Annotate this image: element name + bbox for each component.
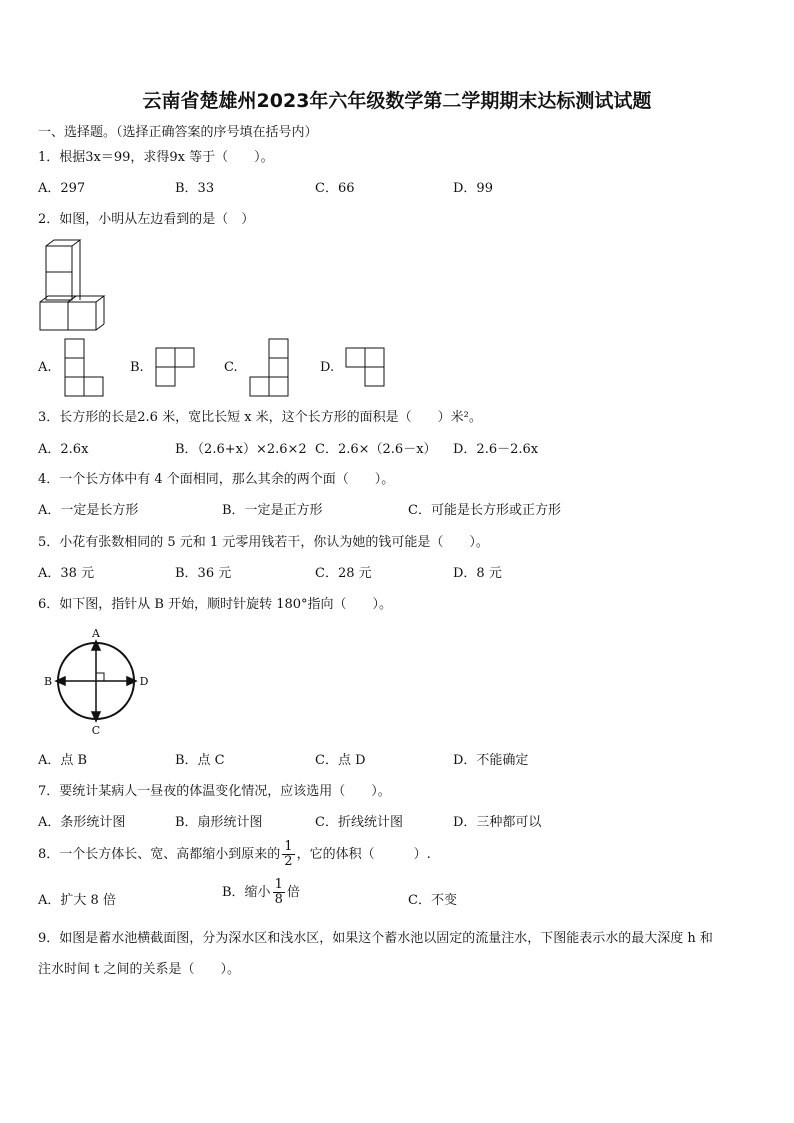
compass-label-right: D [139, 675, 149, 688]
q1-option-b[interactable]: B．33 [175, 181, 215, 196]
q8-text-after: ，它的体积（ ）. [296, 847, 431, 862]
q2-option-d[interactable]: D. [320, 360, 335, 375]
q8-text-before: 8．一个长方体长、宽、高都缩小到原来的 [38, 847, 281, 862]
q3-option-c[interactable]: C．2.6×（2.6－x） [315, 442, 437, 457]
q2-option-b-view [155, 347, 197, 389]
q4-option-c[interactable]: C．可能是长方形或正方形 [408, 503, 561, 518]
q4-option-b[interactable]: B．一定是正方形 [222, 503, 323, 518]
q6-option-d[interactable]: D．不能确定 [453, 753, 529, 768]
q2-option-c-view [249, 338, 291, 398]
q8-option-c[interactable]: C．不变 [408, 893, 457, 908]
q2-option-d-view [345, 347, 387, 389]
q8-fraction-denominator: 2 [284, 854, 293, 869]
q3-option-b[interactable]: B．（2.6+x）×2.6×2 [175, 442, 307, 457]
q5-option-a[interactable]: A．38 元 [38, 566, 95, 581]
cube-stack-figure [38, 238, 110, 334]
q5-option-d[interactable]: D．8 元 [453, 566, 502, 581]
q7-option-c[interactable]: C．折线统计图 [315, 815, 403, 830]
q1-option-c[interactable]: C．66 [315, 181, 355, 196]
q2-option-a-view [64, 338, 104, 398]
q8-option-b-before: B．缩小 [222, 885, 271, 900]
q7-option-b[interactable]: B．扇形统计图 [175, 815, 263, 830]
q6-option-a[interactable]: A．点 B [38, 753, 88, 768]
q8-fraction [282, 840, 294, 869]
q4-option-a[interactable]: A．一定是长方形 [38, 503, 139, 518]
question-5: 5．小花有张数相同的 5 元和 1 元零用钱若干，你认为她的钱可能是（ ）。 [38, 535, 489, 550]
q5-option-c[interactable]: C．28 元 [315, 566, 372, 581]
section-heading: 一、选择题。（选择正确答案的序号填在括号内） [38, 125, 318, 140]
compass-figure [40, 626, 152, 738]
q8-option-b-after: 倍 [286, 885, 300, 900]
q2-option-a[interactable]: A. [38, 360, 52, 375]
q1-option-a[interactable]: A．297 [38, 181, 86, 196]
question-9-line-2: 注水时间 t 之间的关系是（ ）。 [38, 962, 240, 977]
q7-option-a[interactable]: A．条形统计图 [38, 815, 126, 830]
question-1: 1．根据3x＝99，求得9x 等于（ ）。 [38, 150, 274, 165]
q5-option-b[interactable]: B．36 元 [175, 566, 232, 581]
q8-option-b-numerator: 1 [274, 877, 283, 892]
q8-option-b-fraction [273, 878, 285, 907]
q6-option-c[interactable]: C．点 D [315, 753, 366, 768]
compass-label-top: A [92, 627, 100, 640]
q1-option-d[interactable]: D．99 [453, 181, 493, 196]
question-8 [38, 840, 431, 869]
q6-option-b[interactable]: B．点 C [175, 753, 225, 768]
q2-option-c[interactable]: C. [224, 360, 238, 375]
question-7: 7．要统计某病人一昼夜的体温变化情况，应该选用（ ）。 [38, 784, 391, 799]
question-3: 3．长方形的长是2.6 米，宽比长短 x 米，这个长方形的面积是（ ）米²。 [38, 410, 482, 425]
q8-fraction-numerator: 1 [284, 839, 293, 854]
q8-option-a[interactable]: A．扩大 8 倍 [38, 893, 116, 908]
compass-label-left: B [43, 675, 53, 688]
compass-label-bottom: C [91, 724, 101, 737]
question-4: 4．一个长方体中有 4 个面相同，那么其余的两个面（ ）。 [38, 472, 395, 487]
question-9-line-1: 9．如图是蓄水池横截面图，分为深水区和浅水区，如果这个蓄水池以固定的流量注水，下图能表示水的最大深度 h 和 [38, 931, 713, 946]
q2-option-b[interactable]: B. [130, 360, 144, 375]
page-title: 云南省楚雄州2023年六年级数学第二学期期末达标测试试题 [142, 90, 652, 112]
q8-option-b[interactable] [222, 878, 300, 907]
q3-option-a[interactable]: A．2.6x [38, 442, 89, 457]
question-2: 2．如图，小明从左边看到的是（ ） [38, 212, 255, 227]
q3-option-d[interactable]: D．2.6－2.6x [453, 442, 539, 457]
q8-option-b-denominator: 8 [274, 892, 283, 907]
question-6: 6．如下图，指针从 B 开始，顺时针旋转 180°指向（ ）。 [38, 597, 393, 612]
q7-option-d[interactable]: D．三种都可以 [453, 815, 542, 830]
